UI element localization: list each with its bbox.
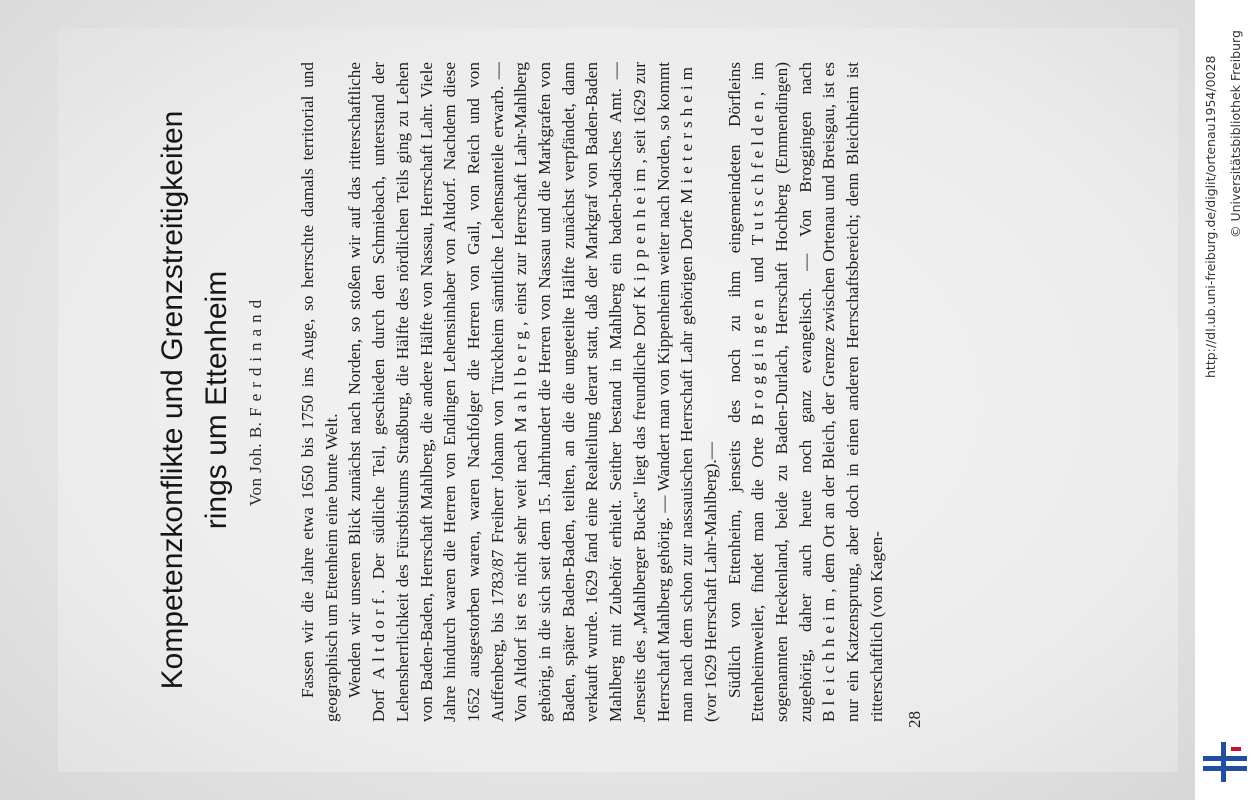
ub-freiburg-logo-icon [1203, 742, 1247, 782]
copyright-notice: © Universitätsbibliothek Freiburg [1228, 30, 1243, 238]
paragraph-2-text-i: (vor 1629 Herrschaft Lahr-Mahlberg).— [700, 442, 720, 722]
logo-accent [1231, 747, 1241, 751]
source-url[interactable]: http://dl.ub.uni-freiburg.de/diglit/ortenau1954/0028 [1203, 55, 1218, 378]
place-name-tutschfelden: Tutschfelden [748, 96, 768, 246]
place-name-broggingen: Broggingen [748, 294, 768, 426]
place-name-altdorf: Altdorf [369, 593, 389, 680]
paragraph-3-text-e: , im sogenannten Heckenland, beide zu Baden-Durlach, Herrschaft Hochberg (Emmendingen) zugehörig, daher auch heute noch ganz evangelisch. — Von Broggingen nach [748, 62, 815, 722]
book-page [58, 28, 1178, 772]
paragraph-2-text-a: Wenden wir unseren Blick zunächst nach Norden, so stoßen wir auf das ritterschaftliche Dorf [345, 62, 389, 722]
paragraph-1-text: Fassen wir die Jahre etwa 1650 bis 1750 ins Auge, so herrschte damals territorial und geographisch um Ettenheim eine bunte Welt. [298, 62, 341, 722]
author-prefix: Von Joh. B. [246, 416, 265, 507]
place-name-kippenheim: Kippenheim [629, 163, 649, 299]
article-title-line-2: rings um Ettenheim [200, 270, 233, 530]
paragraph-3-text-a: Südlich von Ettenheim, jenseits des noch zu ihm eingemeindeten Dörfleins Ettenheimweiler, findet man die Orte [724, 62, 768, 722]
copyright-container [1228, 0, 1250, 800]
place-name-mietersheim: Mietersheim [677, 62, 697, 204]
paragraph-2 [343, 62, 722, 722]
author-name: Ferdinand [246, 293, 265, 417]
author-line [246, 28, 266, 772]
paragraph-3-text-g: , dem Ort an der Bleich, der Grenze zwischen Ortenau und Breisgau, ist es nur ein Katzensprung, aber doch in einen anderen Herrschaftsbereich; denn Bleichheim ist ritterschaftlich (von Kagen- [819, 62, 886, 722]
paragraph-3 [723, 62, 889, 722]
article-title-line-1: Kompetenzkonflikte und Grenzstreitigkeiten [156, 110, 189, 690]
paragraph-2-text-g: , seit 1629 zur Herrschaft Mahlberg gehörig. — Wandert man von Kippenheim weiter nach Norden, so kommt man nach dem schon zur nassauischen Herrschaft Lahr gehörigen Dorfe [629, 62, 697, 722]
paragraph-2-text-e: , einst zur Herrschaft Lahr-Mahlberg gehörig, in die sich seit dem 15. Jahrhundert die Herren von Nassau und die Markgrafen von Baden, später Baden-Baden, teilten, an die die ungeteilte Hälfte zunächst verpfändet, dann verkauft wurde. 1629 fand eine Realteilung derart statt, daß der Markgraf von Baden-Baden Mahlberg mit Zubehör erhielt. Seither bestand in Mahlberg ein baden-badisches Amt. — Jenseits des „Mahlberger Bucks" liegt das freundliche Dorf [511, 62, 649, 722]
place-name-bleichheim: Bleichheim [819, 592, 839, 722]
paragraph-1 [296, 62, 343, 722]
paragraph-3-text-c: und [748, 245, 768, 295]
page-number: 28 [905, 711, 924, 728]
logo-stem [1221, 742, 1226, 782]
source-url-container [1203, 0, 1225, 800]
rotated-text-block [58, 28, 1178, 772]
place-name-mahlberg: Mahlberg [511, 326, 531, 433]
article-body [296, 62, 889, 722]
paragraph-2-text-c: . Der südliche Teil, geschieden durch den Schmiebach, unterstand der Lehensherrlichkeit des Fürstbistums Straßburg, die Hälfte des nördlichen Teils ging zu Lehen von Baden-Baden, Herrschaft Mahlberg, die andere Hälfte von Nassau, Herrschaft Lahr. Viele Jahre hindurch waren die Herren von Endingen Lehensinhaber von Altdorf. Nachdem diese 1652 ausgestorben waren, waren Nachfolger die Herren von Gail, von Reich und von Auffenberg, bis 1783/87 Freiherr Johann von Türckheim sämtliche Lehensanteile erwarb. — Von Altdorf ist es nicht sehr weit nach [369, 62, 531, 722]
